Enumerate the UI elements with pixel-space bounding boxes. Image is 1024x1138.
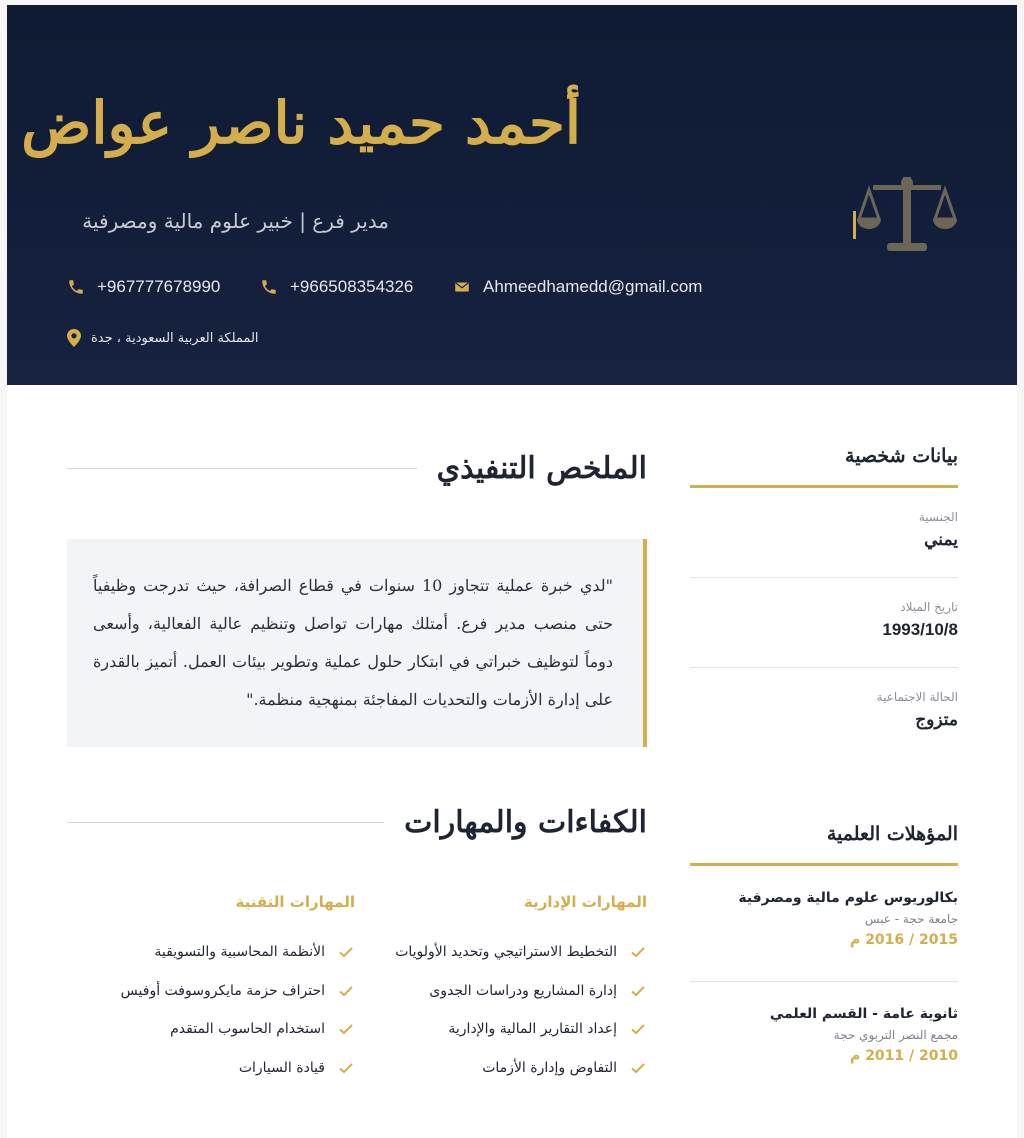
skill-text: الأنظمة المحاسبية والتسويقية [154, 944, 325, 961]
divider [67, 822, 384, 823]
info-value: 1993/10/8 [882, 620, 958, 639]
qualification-years: 2010 / 2011 م [850, 1048, 958, 1064]
summary-box [67, 539, 647, 747]
skill-text: التفاوض وإدارة الأزمات [482, 1059, 617, 1076]
map-pin-icon [67, 329, 81, 347]
qualifications-heading: المؤهلات العلمية [690, 823, 958, 866]
qualification-institution: مجمع النصر التربوي حجة [833, 1028, 958, 1042]
skills-heading-row [67, 805, 647, 840]
skill-text: قيادة السيارات [238, 1059, 325, 1076]
info-item [690, 668, 958, 758]
phone-contact-2[interactable] [260, 277, 413, 297]
qualification-years: 2015 / 2016 م [850, 932, 958, 948]
skill-item [377, 933, 647, 972]
tech-skills-list [65, 933, 355, 1087]
phone-number-2: +966508354326 [290, 277, 414, 296]
tech-skills-column [65, 893, 355, 1087]
skill-item [377, 972, 647, 1011]
info-value: يمني [924, 530, 958, 549]
admin-skills-list [377, 933, 647, 1087]
job-title: مدير فرع | خبير علوم مالية ومصرفية [82, 209, 389, 233]
check-icon [337, 1059, 355, 1077]
qualification-degree: ثانوية عامة - القسم العلمي [769, 1006, 958, 1022]
skill-item [65, 1010, 355, 1049]
check-icon [629, 943, 647, 961]
resume-header [7, 5, 1017, 385]
location-contact [67, 329, 259, 347]
phone-contact-1[interactable] [67, 277, 220, 297]
qualifications-section [690, 823, 958, 1098]
check-icon [629, 1020, 647, 1038]
email-address: Ahmeedhamedd@gmail.com [483, 277, 703, 296]
tech-skills-heading: المهارات التقنية [235, 893, 355, 911]
qualification-item [690, 982, 958, 1098]
scale-of-justice-icon [853, 175, 957, 257]
location-text: المملكة العربية السعودية ، جدة [91, 330, 259, 346]
resume-page [7, 5, 1017, 1138]
summary-heading: الملخص التنفيذي [436, 451, 647, 486]
skill-item [65, 933, 355, 972]
personal-info-section [690, 445, 958, 758]
divider [67, 468, 417, 469]
info-item [690, 488, 958, 578]
phone-icon [260, 278, 278, 296]
skill-item [65, 1049, 355, 1088]
phone-icon [67, 278, 85, 296]
skill-text: استخدام الحاسوب المتقدم [170, 1021, 325, 1038]
info-label: الجنسية [918, 510, 958, 524]
skill-item [65, 972, 355, 1011]
skills-heading: الكفاءات والمهارات [404, 805, 647, 840]
info-item [690, 578, 958, 668]
info-value: متزوج [915, 710, 958, 729]
skill-text: إعداد التقارير المالية والإدارية [448, 1021, 617, 1038]
check-icon [337, 943, 355, 961]
email-contact[interactable] [453, 277, 702, 297]
skill-text: احتراف حزمة مايكروسوفت أوفيس [120, 982, 325, 999]
skill-text: إدارة المشاريع ودراسات الجدوى [429, 982, 617, 999]
summary-text: "لدي خبرة عملية تتجاوز 10 سنوات في قطاع الصرافة، حيث تدرجت وظيفياً حتى منصب مدير فرع. أمتلك مهارات تواصل وتنظيم عالية الفعالية، وأسعى دوماً لتوظيف خبراتي في ابتكار حلول عملية وتطوير بيئات العمل. أتميز بالقدرة على إدارة الأزمات والتحديات المفاجئة بمنهجية منظمة." [93, 576, 614, 709]
summary-heading-row [67, 451, 647, 486]
qualification-degree: بكالوريوس علوم مالية ومصرفية [738, 890, 958, 906]
skill-text: التخطيط الاستراتيجي وتحديد الأولويات [395, 944, 617, 961]
info-label: تاريخ الميلاد [900, 600, 958, 614]
skill-item [377, 1049, 647, 1088]
envelope-icon [453, 278, 471, 296]
admin-skills-column [377, 893, 647, 1087]
contact-row [67, 277, 967, 301]
check-icon [337, 1020, 355, 1038]
phone-number-1: +967777678990 [97, 277, 221, 296]
skill-item [377, 1010, 647, 1049]
full-name: أحمد حميد ناصر عواض [21, 89, 581, 157]
admin-skills-heading: المهارات الإدارية [524, 893, 647, 911]
check-icon [629, 982, 647, 1000]
info-label: الحالة الاجتماعية [876, 690, 958, 704]
qualification-institution: جامعة حجة - عبس [864, 912, 958, 926]
qualification-item [690, 866, 958, 982]
personal-info-heading: بيانات شخصية [690, 445, 958, 488]
check-icon [629, 1059, 647, 1077]
check-icon [337, 982, 355, 1000]
